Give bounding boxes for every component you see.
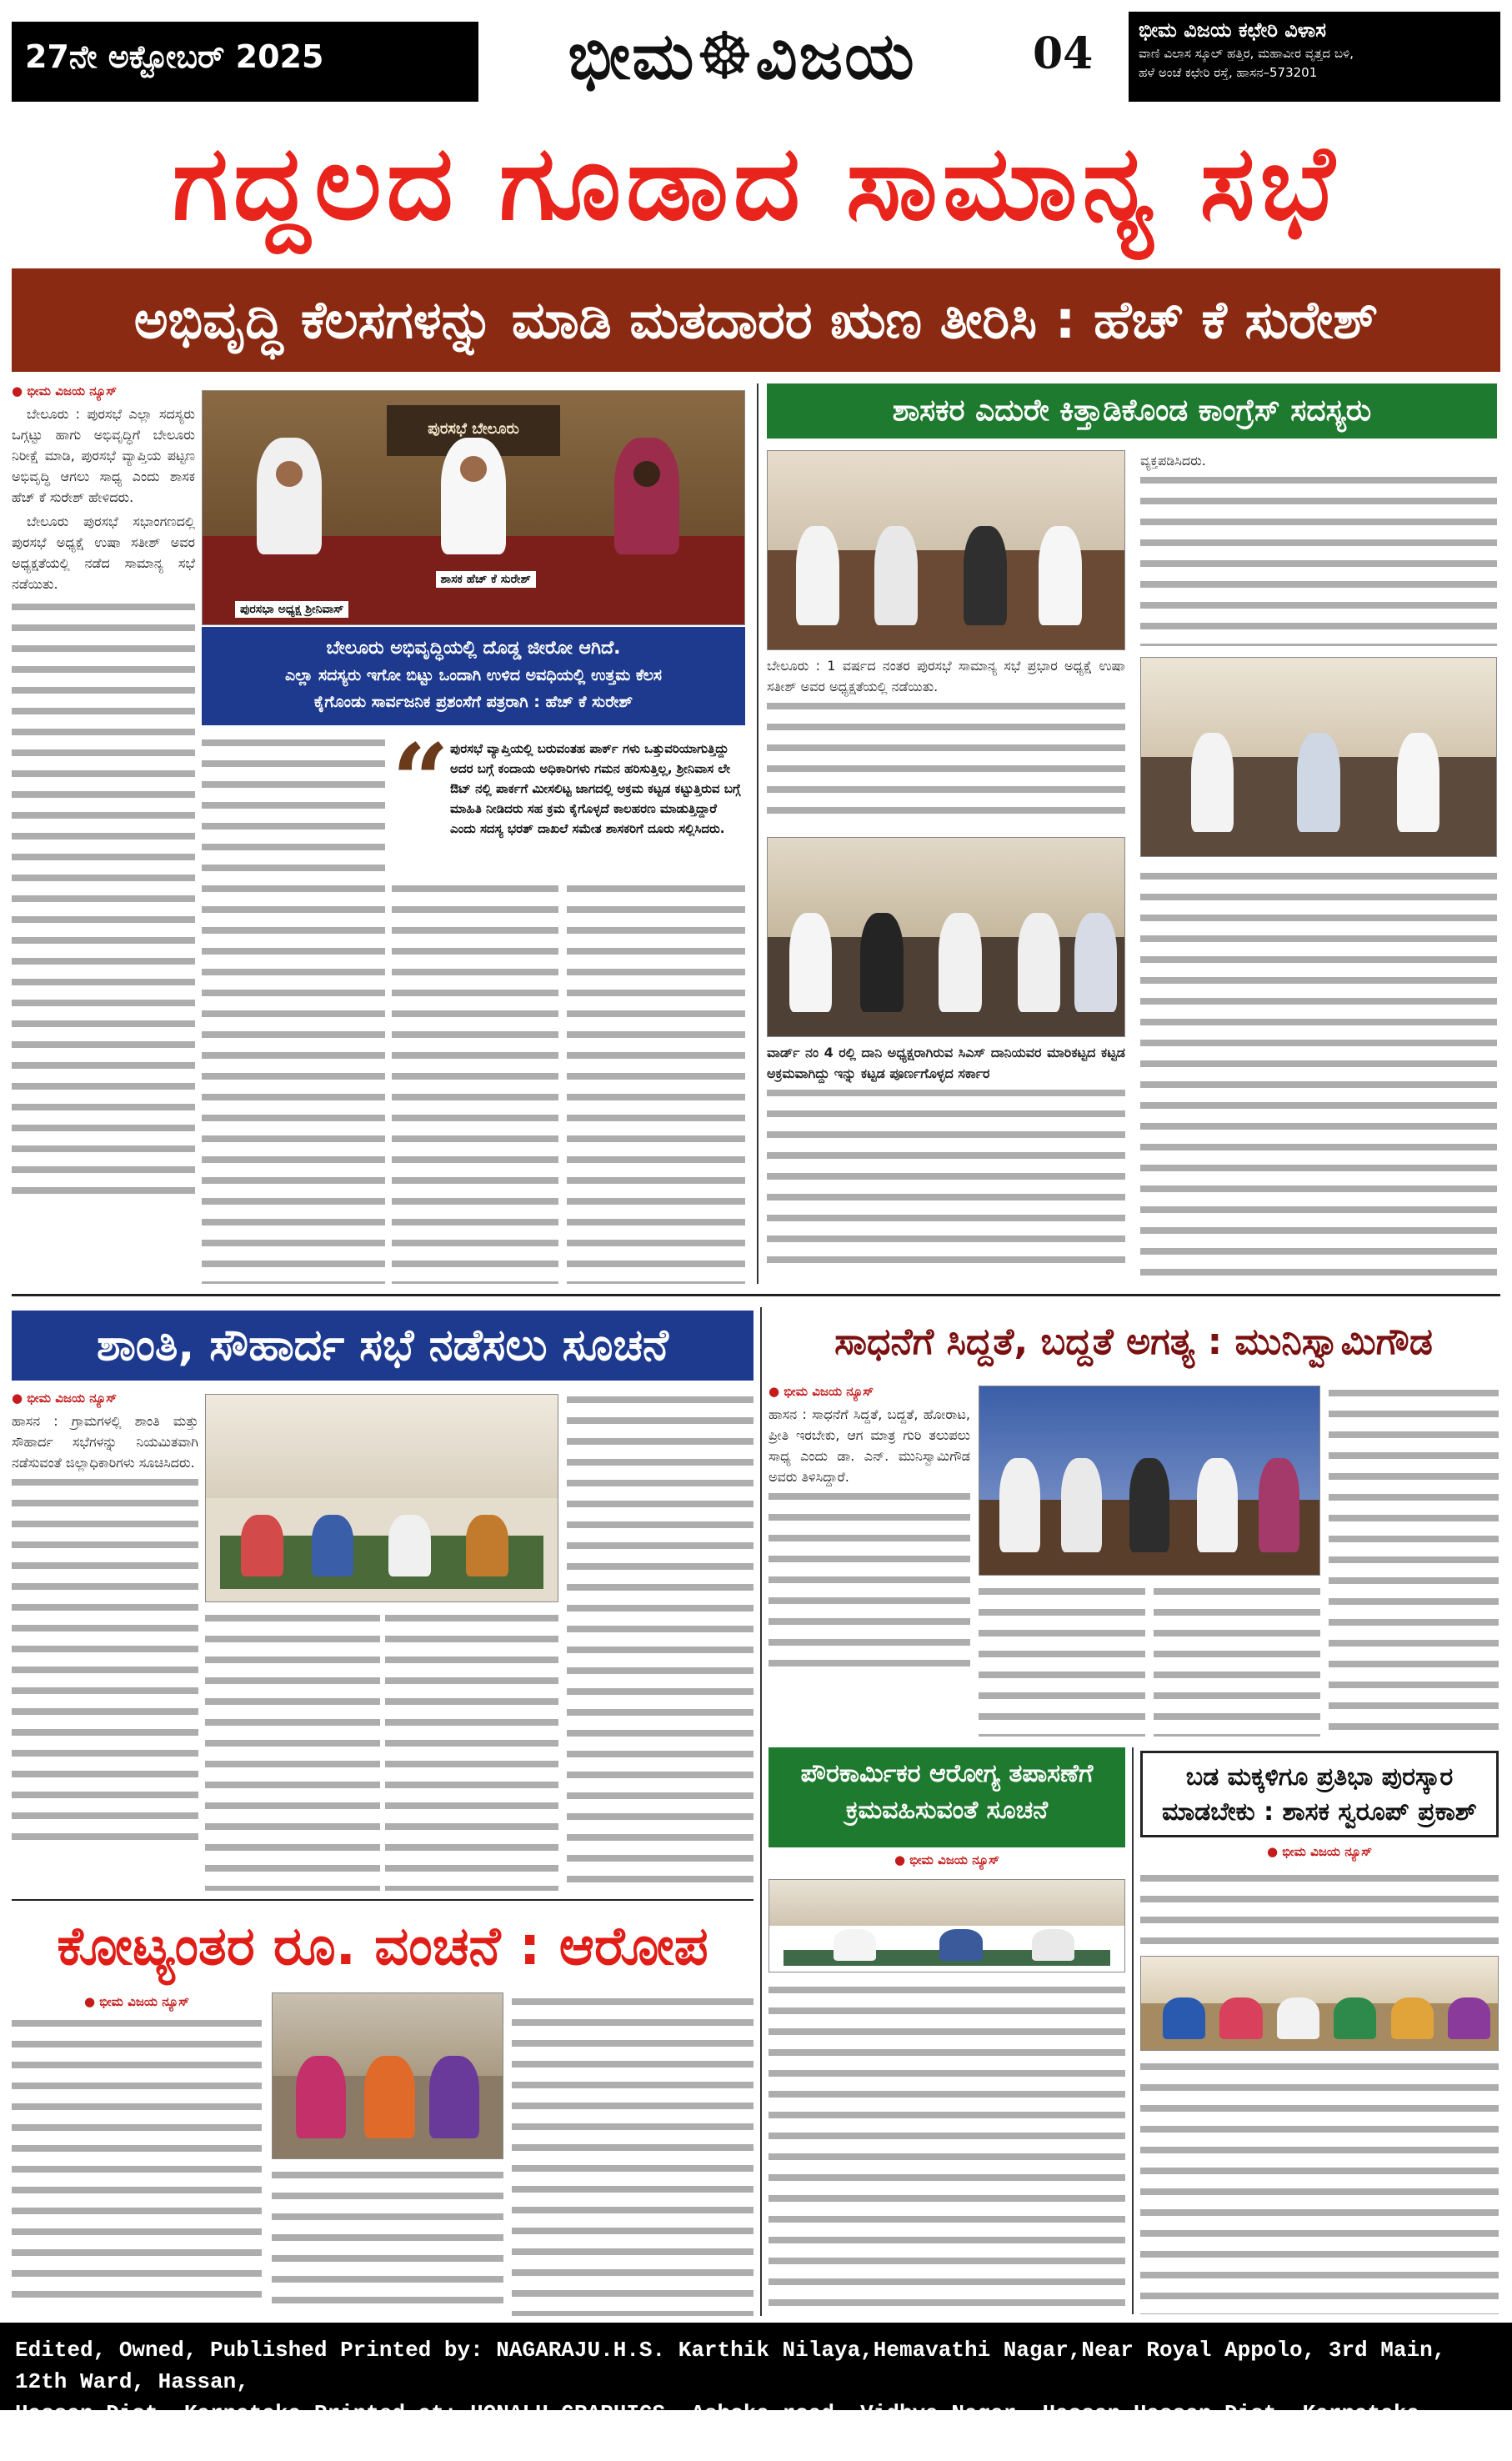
prathibha-byline-row [1140,1844,1499,1869]
shanti-byline: ● ಭೀಮ ವಿಜಯ ನ್ಯೂಸ್ [12,1391,198,1406]
right-story-column-1 [767,655,1125,830]
pourakarmikara-headline-line1: ಪೌರಕಾರ್ಮಿಕರ ಆರೋಗ್ಯ ತಪಾಸಣೆಗೆ [800,1759,1094,1788]
office-address-line1: ವಾಣಿ ವಿಲಾಸ ಸ್ಕೂಲ್ ಹತ್ತಿರ, ಮಹಾವೀರ ವೃತ್ತದ ಬಳಿ, [1139,46,1354,61]
banner-line-2: ಎಲ್ಲಾ ಸದಸ್ಯರು ಇಗೋ ಬಿಟ್ಟು ಒಂದಾಗಿ ಉಳಿದ ಅವಧಿಯಲ್ಲಿ ಉತ್ತಮ ಕೆಲಸ [284,666,663,684]
right-story-column-2 [1140,450,1497,650]
photo-person [1297,733,1339,832]
sadhane-photo [979,1386,1320,1576]
lead-story-column-3 [392,880,558,1284]
text-column-filler [512,1992,753,2316]
text-column-filler [12,1473,198,1840]
photo-caption-2: ಶಾಸಕ ಹೆಚ್ ಕೆ ಸುರೇಶ್ [436,571,536,588]
sadhane-column-1 [769,1384,970,1734]
text-column-filler [567,880,745,1284]
photo-person [241,1515,283,1576]
pourakarmikara-headline [769,1747,1125,1847]
main-subheadline: ಅಭಿವೃದ್ಧಿ ಕೆಲಸಗಳನ್ನು ಮಾಡಿ ಮತದಾರರ ಋಣ ತೀರಿಸಿ : ಹೆಚ್ ಕೆ ಸುರೇಶ್ [12,268,1500,372]
photo-person [964,526,1006,625]
prathibha-headline-line2: ಮಾಡಬೇಕು : ಶಾಸಕ ಸ್ವರೂಪ್ ಪ್ರಕಾಶ್ [1162,1797,1477,1827]
photo-person [1397,733,1439,832]
pourakarmikara-byline-row [769,1852,1125,1877]
masthead [12,12,1500,102]
photo-person-2 [441,438,506,554]
text-column-filler [12,2014,262,2306]
office-title: ಭೀಮ ವಿಜಯ ಕಛೇರಿ ವಿಳಾಸ [1139,18,1326,42]
photo-person [1074,913,1117,1012]
photo-nameboard: ಪುರಸಭೆ ಬೇಲೂರು [387,405,560,457]
photo-person [874,526,917,625]
text-column-filler [12,598,195,1198]
prathibha-headline-line1: ಬಡ ಮಕ್ಕಳಿಗೂ ಪ್ರತಿಭಾ ಪುರಸ್ಕಾರ [1185,1762,1454,1792]
photo-person [1163,1997,1205,2038]
column-divider [1132,1747,1134,2314]
lead-story-column-2 [202,734,385,1284]
text-column-filler [767,1084,1125,1267]
imprint-footer [0,2323,1512,2458]
lead-story-column-1 [12,383,195,1284]
photo1-caption-text: ಬೇಲೂರು : 1 ವರ್ಷದ ನಂತರ ಪುರಸಭೆ ಸಾಮಾನ್ಯ ಸಭೆ ಪ್ರಭಾರ ಅಧ್ಯಕ್ಷೆ ಉಷಾ ಸತೀಶ್ ಅವರ ಅಧ್ಯಕ್ಷತೆಯಲ್ಲಿ ನಡೆಯಿತು. [767,658,1125,694]
section-divider [12,1294,1500,1296]
sadhane-column-3 [1154,1582,1320,1737]
text-column-filler [767,697,1125,822]
photo-person [796,526,839,625]
lead-blue-banner [202,627,745,725]
photo-person [1129,1458,1170,1552]
imprint-line-1: Edited, Owned, Published Printed by: NAGARAJU.H.S. Karthik Nilaya,Hemavathi Nagar,Near Royal Appolo, 3rd Main, 12th Ward, Hassan, [15,2338,1446,2394]
lead-photo [202,390,745,625]
photo-person [1259,1458,1299,1552]
shanti-paragraph-1: ಹಾಸನ : ಗ್ರಾಮಗಳಲ್ಲಿ ಶಾಂತಿ ಮತ್ತು ಸೌಹಾರ್ದ ಸಭೆಗಳನ್ನು ನಿಯಮಿತವಾಗಿ ನಡೆಸುವಂತೆ ಜಿಲ್ಲಾಧಿಕಾರಿಗಳು ಸೂಚಿಸಿದರು. [12,1413,198,1471]
photo-person [364,2056,415,2138]
section-divider [12,1899,753,1901]
banner-line-1: ಬೇಲೂರು ಅಭಿವೃದ್ಧಿಯಲ್ಲಿ ದೊಡ್ಡ ಜೀರೋ ಆಗಿದೆ. [326,638,621,659]
photo-person [1018,913,1060,1012]
photo-person-1-head [276,461,303,487]
pourakarmikara-headline-line2: ಕ್ರಮವಹಿಸುವಂತೆ ಸೂಚನೆ [845,1796,1049,1825]
photo-person [429,2056,480,2138]
lead-paragraph-1: ಬೇಲೂರು : ಪುರಸಭೆ ಎಲ್ಲಾ ಸದಸ್ಯರು ಒಗ್ಗಟ್ಟು ಹಾಗು ಅಭಿವೃದ್ಧಿಗೆ ಬೇಲೂರು ನಿರೀಕ್ಷೆ ಮಾಡಿ, ಪುರಸಭೆ ವ್ಯಾಪ್ತಿಯ ಪಟ್ಟಣ ಅಭಿವೃದ್ಧಿ ಆಗಲು ಸಾಧ್ಯ ಎಂದು ಶಾಸಕ ಹೆಚ್ ಕೆ ಸುರೇಶ್ ಹೇಳಿದರು. [12,406,195,505]
quote-mark-icon: “ [392,722,450,840]
photo-person [1391,1997,1434,2038]
photo-person [466,1515,508,1576]
sadhane-paragraph-1: ಹಾಸನ : ಸಾಧನೆಗೆ ಸಿದ್ದತೆ, ಬದ್ದತೆ, ಹೋರಾಟ, ಪ್ರೀತಿ ಇರಬೇಕು, ಆಗ ಮಾತ್ರ ಗುರಿ ತಲುಪಲು ಸಾಧ್ಯ ಎಂದು ಡಾ. ಎನ್. ಮುನಿಸ್ವಾಮಿಗೌಡ ಅವರು ತಿಳಿಸಿದ್ದಾರೆ. [769,1406,970,1485]
issue-date: 27ನೇ ಅಕ್ಟೋಬರ್ 2025 [12,22,478,102]
column-divider [757,383,759,1284]
page-number: 04 [1033,28,1094,79]
text-column-filler [202,734,385,1284]
lead-story-column-4 [567,880,745,1284]
photo-person-3-head [633,461,661,487]
pourakarmikara-photo [769,1879,1125,1972]
sadhane-byline: ● ಭೀಮ ವಿಜಯ ನ್ಯೂಸ್ [769,1384,970,1399]
office-address-box [1129,12,1500,102]
kotyantara-photo [272,1992,503,2159]
kotyantara-column-2 [272,2166,503,2316]
photo-person [1197,1458,1238,1552]
photo-person [296,2056,347,2138]
photo-person [1448,1997,1490,2038]
shanti-column-4 [567,1391,753,1891]
photo-person [312,1515,354,1576]
right-story-photo-1 [767,450,1125,650]
prathibha-body-1 [1140,1869,1499,1951]
sadhane-column-4 [1329,1384,1499,1737]
prathibha-byline: ● ಭೀಮ ವಿಜಯ ನ್ಯೂಸ್ [1140,1844,1499,1859]
shanti-column-3 [385,1609,558,1891]
photo-person [1191,733,1234,832]
shanti-column-1 [12,1391,198,1891]
pourakarmikara-body [769,1981,1125,2314]
pourakarmikara-byline: ● ಭೀಮ ವಿಜಯ ನ್ಯೂಸ್ [769,1852,1125,1867]
text-column-filler [1140,2058,1499,2314]
sadhane-headline: ಸಾಧನೆಗೆ ಸಿದ್ದತೆ, ಬದ್ದತೆ ಅಗತ್ಯ : ಮುನಿಸ್ವಾಮಿಗೌಡ [834,1321,1433,1363]
text-column-filler [769,1487,970,1671]
lead-paragraph-2: ಬೇಲೂರು ಪುರಸಭೆ ಸಭಾಂಗಣದಲ್ಲಿ ಪುರಸಭೆ ಅಧ್ಯಕ್ಷೆ ಉಷಾ ಸತೀಶ್ ಅವರ ಅಧ್ಯಕ್ಷತೆಯಲ್ಲಿ ನಡೆದ ಸಾಮಾನ್ಯ ಸಭೆ ನಡೆಯಿತು. [12,514,195,592]
text-column-filler [1140,867,1497,1284]
prathibha-photo [1140,1956,1499,2051]
photo-person-3 [614,438,679,554]
photo-wall [1141,1957,1498,2003]
text-column-filler [392,880,558,1284]
right-story-headline: ಶಾಸಕರ ಎದುರೇ ಕಿತ್ತಾಡಿಕೊಂಡ ಕಾಂಗ್ರೆಸ್ ಸದಸ್ಯರು [767,383,1497,439]
photo-person [1039,526,1081,625]
photo-person [939,913,981,1012]
kotyantara-byline: ● ಭೀಮ ವಿಜಯ ನ್ಯೂಸ್ [12,1994,262,2009]
photo-person-1 [257,438,322,554]
photo-person [860,913,903,1012]
photo-person [789,913,832,1012]
imprint-line-2: Hassan Dist. Karnataka Printed at: HONALU GRAPHICS, Ashoka road, Vidhya Nagar, Hassan Hassan Dist. Karnataka State. [15,2401,1420,2458]
photo2-caption-text: ವಾರ್ಡ್ ನಂ 4 ರಲ್ಲಿ ದಾನಿ ಅಧ್ಯಕ್ಷರಾಗಿರುವ ಸಿಎಸ್ ದಾನಿಯವರ ಮಾರಿಕಟ್ಟದ ಕಟ್ಟಡ ಅಕ್ರಮವಾಗಿದ್ದು ಇನ್ನು ಕಟ್ಟಡ ಪೂರ್ಣಗೊಳ್ಳದ ಸರ್ಕಾರ [767,1045,1125,1081]
right-story-column-4 [1140,867,1497,1284]
text-column-filler [385,1609,558,1891]
photo-person [999,1458,1040,1552]
right-top-text: ವ್ಯಕ್ತಪಡಿಸಿದರು. [1140,453,1206,469]
column-divider [760,1307,762,2316]
text-column-filler [1140,471,1497,646]
right-story-photo-2 [1140,657,1497,857]
photo-person [388,1515,431,1576]
pull-quote-text: ಪುರಸಭೆ ವ್ಯಾಪ್ತಿಯಲ್ಲಿ ಬರುವಂತಹ ಪಾರ್ಕ್ ಗಳು ಒತ್ತುವರಿಯಾಗುತ್ತಿದ್ದು ಅದರ ಬಗ್ಗೆ ಕಂದಾಯ ಅಧಿಕಾರಿಗಳು ಗಮನ ಹರಿಸುತ್ತಿಲ್ಲ, ಶ್ರೀನಿವಾಸ ಲೇ ಔಟ್ ನಲ್ಲಿ ಪಾರ್ಕಗೆ ಮೀಸಲಿಟ್ಟ ಜಾಗದಲ್ಲಿ ಅಕ್ರಮ ಕಟ್ಟಡ ಕಟ್ಟುತ್ತಿರುವ ಬಗ್ಗೆ ಮಾಹಿತಿ ನೀಡಿದರು ಸಹ ಕ್ರಮ ಕೈಗೊಳ್ಳದೆ ಕಾಲಹರಣ ಮಾಡುತ್ತಿದ್ದಾರೆ ಎಂದು ಸದಸ್ಯ ಭರತ್ ದಾಖಲೆ ಸಮೇತ ಶಾಸಕರಿಗೆ ದೂರು ಸಲ್ಲಿಸಿದರು. [450,741,741,836]
text-column-filler [769,1981,1125,2314]
photo-person [1277,1997,1319,2038]
photo-caption-1: ಪುರಸಭಾ ಅಧ್ಯಕ್ಷ ಶ್ರೀನಿವಾಸ್ [235,601,348,618]
prathibha-headline [1140,1751,1499,1837]
right-story-column-3 [767,1042,1125,1284]
text-column-filler [567,1391,753,1891]
photo-person [939,1929,982,1960]
text-column-filler [205,1609,380,1891]
newspaper-logo: ಭೀಮ☸ವಿಜಯ [568,18,916,94]
lead-body-text [12,403,195,594]
photo-wall [769,1880,1124,1926]
main-headline: ಗದ್ದಲದ ಗೂಡಾದ ಸಾಮಾನ್ಯ ಸಭೆ [172,123,1340,243]
photo-person [1219,1997,1262,2038]
shanti-headline: ಶಾಂತಿ, ಸೌಹಾರ್ದ ಸಭೆ ನಡೆಸಲು ಸೂಚನೆ [12,1311,753,1381]
kotyantara-column-1 [12,1994,262,2316]
prathibha-body-2 [1140,2058,1499,2314]
text-column-filler [1140,1869,1499,1951]
kotyantara-headline: ಕೋಟ್ಯಂತರ ರೂ. ವಂಚನೆ : ಆರೋಪ [57,1916,708,1977]
office-address-line2: ಹಳೆ ಅಂಚೆ ಕಛೇರಿ ರಸ್ತೆ, ಹಾಸನ–573201 [1139,65,1318,80]
text-column-filler [1329,1384,1499,1737]
photo-person [1061,1458,1102,1552]
banner-line-3: ಕೈಗೊಂಡು ಸಾರ್ವಜನಿಕ ಪ್ರಶಂಸೆಗೆ ಪತ್ರರಾಗಿ : ಹೆಚ್ ಕೆ ಸುರೇಶ್ [313,693,633,711]
right-story-photo-3 [767,837,1125,1037]
sadhane-column-2 [979,1582,1145,1737]
text-column-filler [1154,1582,1320,1737]
photo-wall [206,1395,558,1498]
text-column-filler [979,1582,1145,1737]
lead-byline: ● ಭೀಮ ವಿಜಯ ನ್ಯೂಸ್ [12,383,195,398]
photo-person [1334,1997,1376,2038]
kotyantara-column-3 [512,1992,753,2316]
pull-quote [392,722,745,871]
shanti-column-2 [205,1609,380,1891]
shanti-photo [205,1394,558,1602]
photo-person [1032,1929,1074,1960]
photo-person [834,1929,876,1960]
text-column-filler [272,2166,503,2316]
